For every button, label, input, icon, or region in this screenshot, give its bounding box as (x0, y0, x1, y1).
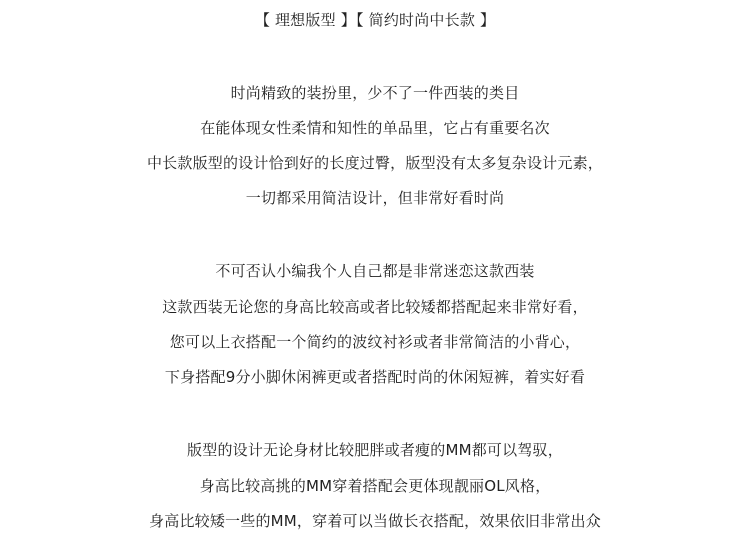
paragraph-2-line-2: 这款西装无论您的身高比较高或者比较矮都搭配起来非常好看， (162, 298, 588, 316)
paragraph-1-line-3: 中长款版型的设计恰到好的长度过臀，版型没有太多复杂设计元素， (146, 154, 603, 172)
paragraph-3-line-2: 身高比较高挑的MM穿着搭配会更体现靓丽OL风格， (199, 477, 551, 495)
paragraph-3-line-1: 版型的设计无论身材比较肥胖或者瘦的MM都可以驾驭， (187, 441, 563, 459)
paragraph-1-line-1: 时尚精致的装扮里，少不了一件西装的类目 (230, 84, 520, 102)
paragraph-2-line-3: 您可以上衣搭配一个简约的波纹衬衫或者非常简洁的小背心， (169, 333, 581, 351)
paragraph-2-line-4: 下身搭配9分小脚休闲裤更或者搭配时尚的休闲短裤，着实好看 (164, 368, 586, 386)
paragraph-3-line-3: 身高比较矮一些的MM，穿着可以当做长衣搭配，效果依旧非常出众 (149, 512, 601, 530)
paragraph-1-line-2: 在能体现女性柔情和知性的单品里，它占有重要名次 (200, 119, 550, 137)
paragraph-2-line-1: 不可否认小编我个人自己都是非常迷恋这款西装 (215, 262, 535, 280)
paragraph-1-line-4: 一切都采用简洁设计，但非常好看时尚 (245, 189, 505, 207)
section-heading: 【 理想版型 】【 简约时尚中长款 】 (254, 11, 496, 29)
